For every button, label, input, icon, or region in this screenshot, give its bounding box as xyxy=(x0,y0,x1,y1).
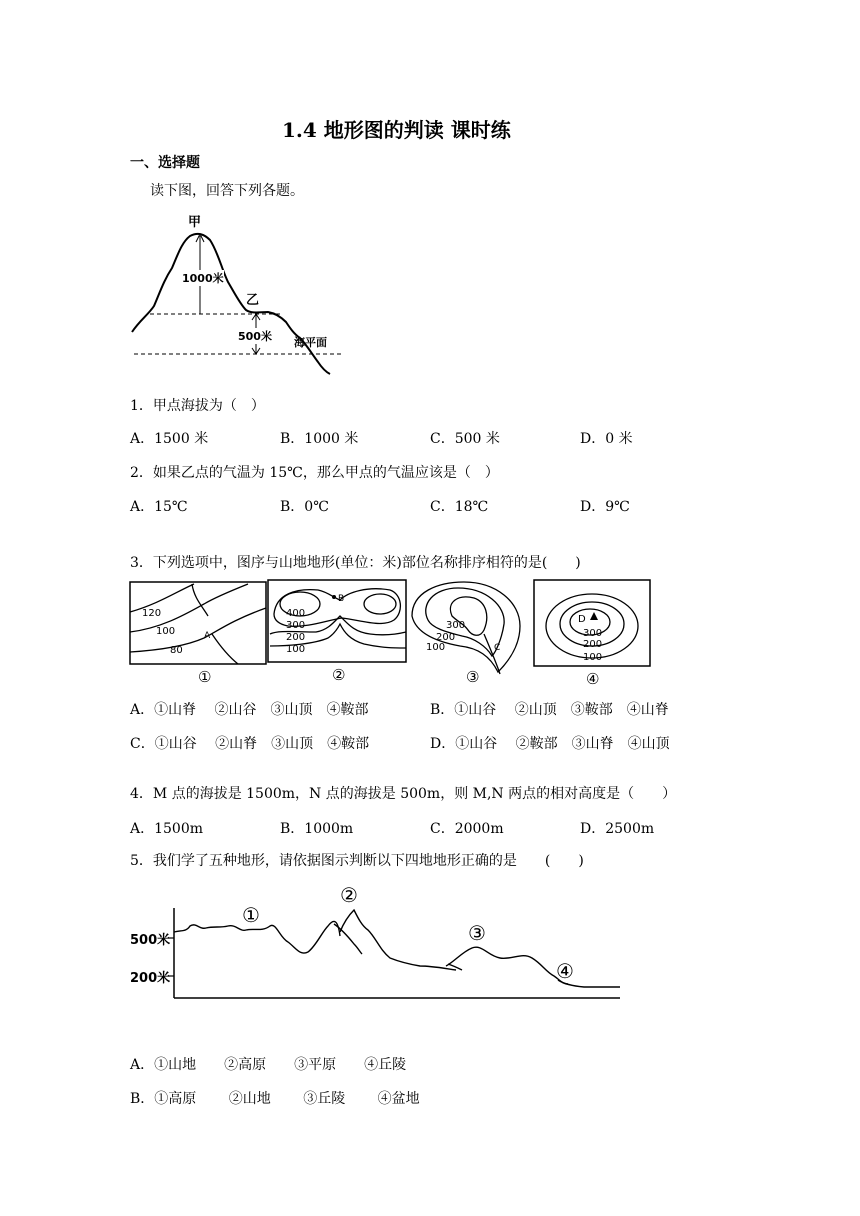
mountain-outline xyxy=(132,234,330,374)
terrain-mark-1: ① xyxy=(242,903,260,927)
panel-2-number: ② xyxy=(332,666,346,684)
q1-option-d[interactable]: D．0 米 xyxy=(580,431,633,447)
svg-text:100: 100 xyxy=(156,626,176,637)
intro-text: 读下图，回答下列各题。 xyxy=(150,183,304,199)
panel-4-number: ④ xyxy=(586,670,600,688)
question-3-stem: 3．下列选项中，图序与山地地形(单位：米)部位名称排序相符的是( ) xyxy=(130,555,581,571)
mountain-profile-figure xyxy=(128,210,348,380)
terrain-line-segment-3 xyxy=(446,947,568,984)
contour-panel-2 xyxy=(268,580,406,684)
svg-text:B: B xyxy=(338,594,345,604)
contour-panels-figure xyxy=(128,576,654,688)
terrain-line-segment-2 xyxy=(340,910,456,970)
panel-3-number: ③ xyxy=(466,668,480,686)
q4-option-a[interactable]: A．1500m xyxy=(130,821,204,837)
height-label-1000: 1000米 xyxy=(182,272,224,285)
q5-option-a[interactable]: A．①山地 ②高原 ③平原 ④丘陵 xyxy=(130,1057,407,1073)
svg-text:200: 200 xyxy=(583,639,603,650)
section-heading: 一、选择题 xyxy=(130,155,200,171)
q3-option-d[interactable]: D．①山谷 ②鞍部 ③山脊 ④山顶 xyxy=(430,736,670,752)
mid-label: 乙 xyxy=(246,293,260,308)
q2-option-c[interactable]: C．18℃ xyxy=(430,499,489,515)
svg-text:100: 100 xyxy=(426,642,446,653)
q2-option-a[interactable]: A．15℃ xyxy=(130,499,188,515)
svg-text:300: 300 xyxy=(446,620,466,631)
q1-option-c[interactable]: C．500 米 xyxy=(430,431,500,447)
svg-text:200: 200 xyxy=(286,632,306,643)
q4-option-d[interactable]: D．2500m xyxy=(580,821,655,837)
contour-panel-4 xyxy=(534,580,650,688)
q3-option-b[interactable]: B．①山谷 ②山顶 ③鞍部 ④山脊 xyxy=(430,702,669,718)
q2-option-b[interactable]: B．0℃ xyxy=(280,499,329,515)
svg-text:300: 300 xyxy=(286,620,306,631)
q4-option-c[interactable]: C．2000m xyxy=(430,821,504,837)
y-label-500: 500米 xyxy=(130,933,171,948)
contour-panel-1 xyxy=(130,582,266,686)
question-2-stem: 2．如果乙点的气温为 15℃，那么甲点的气温应该是（ ） xyxy=(130,465,499,481)
svg-text:100: 100 xyxy=(583,652,603,663)
panel-1-number: ① xyxy=(198,668,212,686)
svg-text:400: 400 xyxy=(286,608,306,619)
svg-text:80: 80 xyxy=(170,645,183,656)
q2-option-d[interactable]: D．9℃ xyxy=(580,499,630,515)
q1-option-a[interactable]: A．1500 米 xyxy=(130,431,209,447)
q3-option-a[interactable]: A．①山脊 ②山谷 ③山顶 ④鞍部 xyxy=(130,702,369,718)
terrain-profile-figure xyxy=(128,880,624,1010)
contour-panel-3 xyxy=(408,580,534,686)
question-5-stem: 5．我们学了五种地形，请依据图示判断以下四地地形正确的是 ( ) xyxy=(130,853,584,869)
peak-label: 甲 xyxy=(188,215,202,230)
q4-option-b[interactable]: B．1000m xyxy=(280,821,354,837)
q3-option-c[interactable]: C．①山谷 ②山脊 ③山顶 ④鞍部 xyxy=(130,736,370,752)
question-1-stem: 1．甲点海拔为（ ） xyxy=(130,398,265,414)
height-label-500: 500米 xyxy=(238,330,272,343)
q1-option-b[interactable]: B．1000 米 xyxy=(280,431,359,447)
svg-text:300: 300 xyxy=(583,628,603,639)
terrain-mark-3: ③ xyxy=(468,921,486,945)
svg-text:100: 100 xyxy=(286,644,306,655)
terrain-mark-4: ④ xyxy=(556,959,574,983)
terrain-mark-2: ② xyxy=(340,883,358,907)
sea-level-label: 海平面 xyxy=(294,336,327,349)
question-4-stem: 4．M 点的海拔是 1500m，N 点的海拔是 500m，则 M,N 两点的相对高度是（ ） xyxy=(130,786,677,802)
svg-text:120: 120 xyxy=(142,608,162,619)
svg-text:200: 200 xyxy=(436,632,456,643)
q5-option-b[interactable]: B．①高原 ②山地 ③丘陵 ④盆地 xyxy=(130,1091,420,1107)
svg-text:C: C xyxy=(494,643,501,653)
y-label-200: 200米 xyxy=(130,971,171,986)
svg-text:D: D xyxy=(578,614,586,625)
svg-text:A: A xyxy=(204,631,211,641)
